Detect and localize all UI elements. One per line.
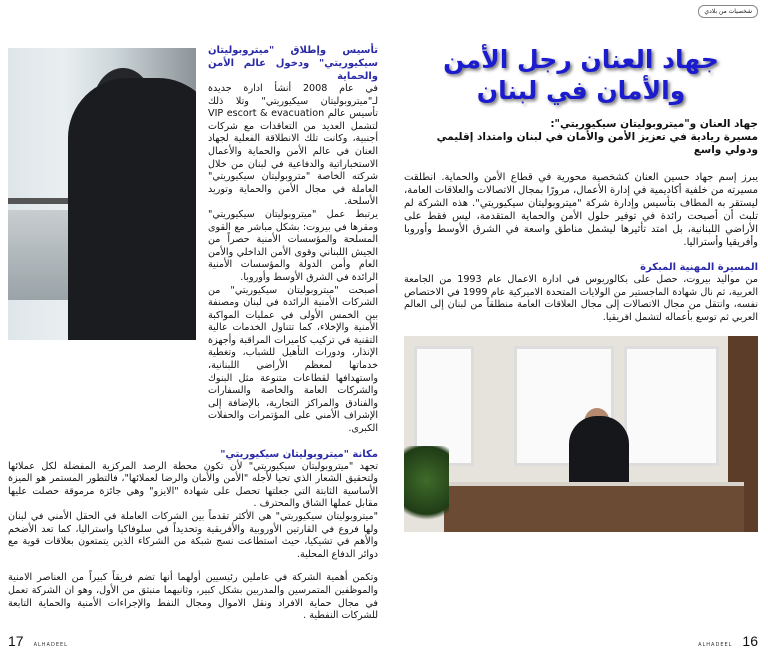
- tag-row: [404, 5, 758, 18]
- founding-paragraph: أصبحت "ميتروبوليتان سيكيوريتي" من الشركات الأمنية الرائدة في لبنان ومصنفة بين الخمس الأولى في عمليات المواكبة الأمنية والإخلاء، كما تتناول الخدمات عالية التقنية في تركيب كاميرات المراقبة وأجهزة الإنذار، ودورات التأهيل للشباب، وتغطية خدماتها لمعظم الأراضي اللبنانية، واستهدافها لقطاعات متنوعة مثل البنوك والشركات العامة والخاصة والسفارات والفنادق والمراكز التجارية، بالإضافة إلى الإشراف الأمني على المؤتمرات والحفلات الكبرى.: [208, 284, 378, 435]
- photo-man-at-window: [8, 48, 196, 340]
- page-number: 17: [8, 632, 24, 649]
- brand-name: ALHADEEL: [33, 641, 68, 648]
- left-footer: [8, 623, 378, 649]
- status-heading: مكانة "ميتروبوليتان سيكيوريتي": [220, 448, 378, 460]
- subtitle-line: جهاد العنان و"ميتروبوليتان سيكيوريتي":: [550, 118, 758, 130]
- founding-paragraph: يرتبط عمل "ميتروبوليتان سيكيوريتي" ومقرها في بيروت: بشكل مباشر مع القوى المسلحة والمؤسسات الأمنية حصراً من الجيش اللبناني وقوى الأمن الداخلي والأمن العام وأمن الدولة والمؤسسات الأمنية الرائدة في الشرق الأوسط وأوروبا.: [208, 208, 378, 283]
- section-tag: شخصيات من بلادي: [698, 5, 758, 18]
- status-paragraph: "ميتروبوليتان سيكيوريتي" هي الأكثر تقدماً بين الشركات العاملة في الحقل الأمني في لبنان ولها فروع في القارتين الأوروبية والأفريقية وتحديداً في سلوفاكيا واستراليا، كما تعد الأضخم والأهم في تشيكيا، حيث استطاعت نسج شبكة من الشركاء الذين يتمتعون بعلاقات قوية مع دوائر الدفاع المحلية.: [8, 511, 378, 560]
- founding-heading: تأسيس وإطلاق "ميتروبوليتان سيكيوريتي" ودخول عالم الأمن والحماية: [208, 45, 378, 82]
- intro-paragraph: يبرز إسم جهاد حسين العنان كشخصية محورية في قطاع الأمن والحماية. انطلقت مسيرته من خلفية أكاديمية في إدارة الأعمال، مرورًا بمجال الاتصالات والعلاقات العامة، ليستقر به المطاف بتأسيس وإدارة شركة "ميتروبوليتان سيكيوريتي". هذه الشركة لم تلبث أن أصبحت رائدة في توفير حلول الأمن والحماية المتقدمة، ليس فقط على الأراضي اللبنانية، بل امتد تأثيرها ليشمل مناطق واسعة في الشرق الأوسط وأوروبا وأفريقيا وأستراليا.: [404, 172, 758, 248]
- left-top-row: [8, 44, 378, 436]
- subtitle-line: مسيرة ريادية في تعزيز الأمن والأمان في لبنان وامتداد إقليمي ودولي واسع: [436, 131, 758, 156]
- status-paragraph: تجهد "ميتروبوليتان سيكيوريتي" لأن تكون محطة الرصد المركزية المفضلة لكل عملائها ولتحقيق الشعار الذي تحيا لأجله "الأمن والأمان والرضا لعملائها"، فالتطور المستمر هو الميزة الأساسية الثابتة التي جعلتها تحصل على شهادة "الايزو" وهي جائزة مرموقة حصلت عليها مقابل عملها الشاق والمحترف .: [8, 460, 378, 510]
- status-section: [8, 448, 378, 623]
- photo-office: [404, 336, 758, 532]
- founding-section: [208, 44, 378, 436]
- right-footer: [404, 623, 758, 649]
- subtitle: [404, 118, 758, 157]
- career-section: [404, 261, 758, 324]
- intro-section: [404, 171, 758, 249]
- career-paragraph: من مواليد بيروت، حصل على بكالوريوس في ادارة الاعمال عام 1993 من الجامعة العربية، ثم نال شهادة الماجستير من الولايات المتحدة الاميركية عام 1999 في الاختصاص نفسه، وانتقل من مجال الاتصالات إلى مجال العلاقات العامة منطلقاً من لبنان إلى العالم العربي ثم توسع بأعماله لتشمل افريقيا.: [404, 274, 758, 323]
- founding-paragraph: في عام 2008 أنشأ ادارة جديدة لـ"ميتروبوليتان سيكيوريتي" وتلا ذلك تأسيس عالم VIP escort & evacuation لتشمل العديد من التعاقدات مع شركات أجنبية، وكانت تلك الانطلاقة الفعلية لجهاد العنان في عالم الأمن والحماية والأعمال الاستخباراتية والدفاعية في لبنان من خلال شركته الخاصة "متروبوليتان سيكيوريتي" العاملة في مجال الأمن والحماية وتوريد الأسلحة.: [208, 83, 379, 208]
- brand-name: ALHADEEL: [698, 641, 733, 648]
- status-paragraph: وتكمن أهمية الشركة في عاملين رئيسيين أولهما أنها تضم فريقاً كبيراً من العناصر الامنية والموظفين المتمرسين والمدربين بشكل كبير، وثانيهما منبثق من الأول، وهو ان الشركة تعمل في مجال حماية الافراد ونقل الاموال ومجال النفط والإجراءات الأمنية والحماية التابعة للشركات النفطية .: [8, 572, 378, 622]
- page-title: جهاد العنان رجل الأمن والأمان في لبنان: [443, 45, 719, 105]
- page-number: 16: [742, 632, 758, 649]
- career-heading: المسيرة المهنية المبكرة: [640, 262, 758, 273]
- right-page: [384, 0, 768, 657]
